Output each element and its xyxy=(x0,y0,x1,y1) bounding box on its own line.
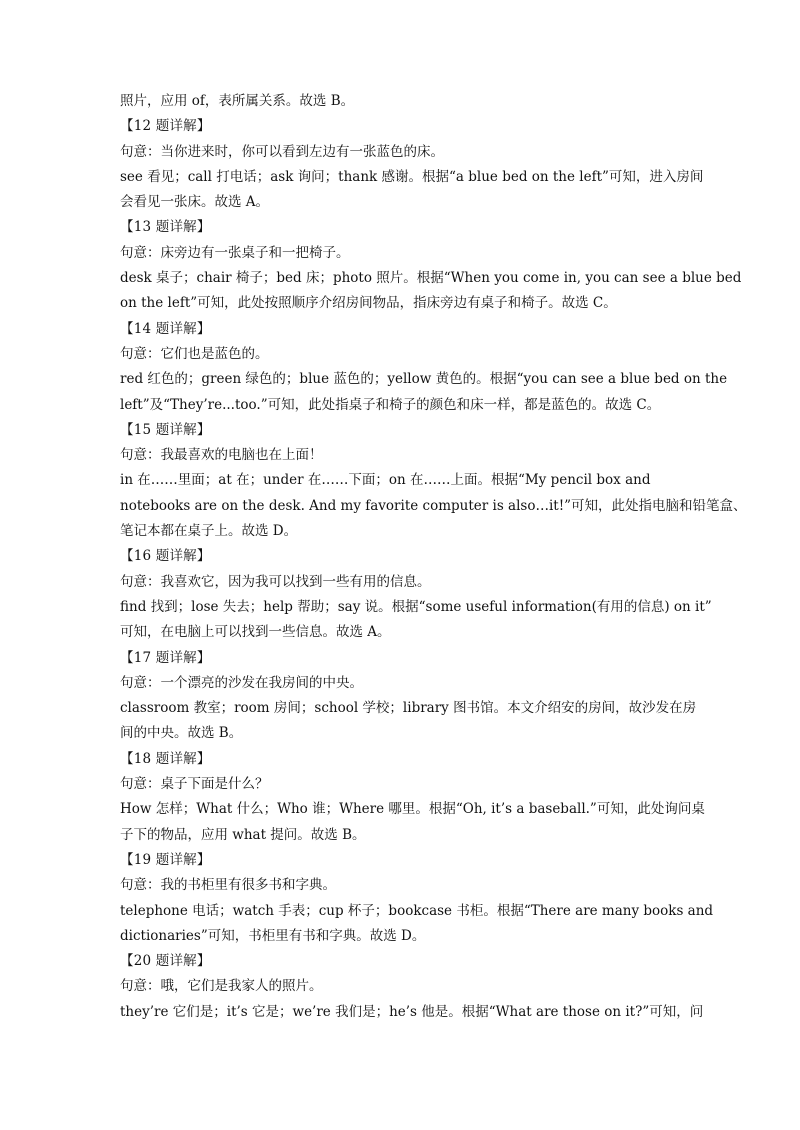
text-line: How 怎样；What 什么；Who 谁；Where 哪里。根据“Oh, it’s a baseball.”可知，此处询问桌 xyxy=(120,801,705,818)
section-heading: 【19 题详解】 xyxy=(120,851,211,868)
text-line: 间的中央。故选 B。 xyxy=(120,725,243,742)
section-heading: 【20 题详解】 xyxy=(120,953,211,970)
text-line: 句意：床旁边有一张桌子和一把椅子。 xyxy=(120,244,350,261)
text-line: 子下的物品，应用 what 提问。故选 B。 xyxy=(120,826,366,843)
text-line: 句意：桌子下面是什么？ xyxy=(120,776,269,793)
text-line: left”及“They’re...too.”可知，此处指桌子和椅子的颜色和床一样，都是蓝色的。故选 C。 xyxy=(120,396,661,413)
section-heading: 【12 题详解】 xyxy=(120,118,211,135)
text-line: 句意：我喜欢它，因为我可以找到一些有用的信息。 xyxy=(120,573,431,590)
text-line: 句意：哦，它们是我家人的照片。 xyxy=(120,978,323,995)
text-line: they’re 它们是；it’s 它是；we’re 我们是；he’s 他是。根据“What are those on it?”可知，问 xyxy=(120,1003,704,1020)
text-line: 笔记本都在桌子上。故选 D。 xyxy=(120,523,298,540)
text-line: classroom 教室；room 房间；school 学校；library 图书馆。本文介绍安的房间，故沙发在房 xyxy=(120,700,697,717)
text-line: 会看见一张床。故选 A。 xyxy=(120,194,270,211)
text-line: see 看见；call 打电话；ask 询问；thank 感谢。根据“a blue bed on the left”可知，进入房间 xyxy=(120,168,704,185)
text-line: 句意：我最喜欢的电脑也在上面！ xyxy=(120,447,323,464)
section-heading: 【17 题详解】 xyxy=(120,649,211,666)
text-line: in 在……里面；at 在；under 在……下面；on 在……上面。根据“My pencil box and xyxy=(120,472,651,489)
text-line: on the left”可知，此处按照顺序介绍房间物品，指床旁边有桌子和椅子。故选 C。 xyxy=(120,295,617,312)
section-heading: 【18 题详解】 xyxy=(120,750,211,767)
section-heading: 【13 题详解】 xyxy=(120,219,211,236)
text-line: notebooks are on the desk. And my favorite computer is also…it!”可知，此处指电脑和铅笔盒、 xyxy=(120,497,747,514)
text-line: dictionaries”可知，书柜里有书和字典。故选 D。 xyxy=(120,927,426,944)
section-heading: 【16 题详解】 xyxy=(120,548,211,565)
text-line: 可知，在电脑上可以找到一些信息。故选 A。 xyxy=(120,624,391,641)
section-heading: 【15 题详解】 xyxy=(120,421,211,438)
text-line: find 找到；lose 失去；help 帮助；say 说。根据“some useful information(有用的信息) on it” xyxy=(120,598,712,615)
text-line: red 红色的；green 绿色的；blue 蓝色的；yellow 黄色的。根据“you can see a blue bed on the xyxy=(120,371,728,388)
text-line: desk 桌子；chair 椅子；bed 床；photo 照片。根据“When you come in, you can see a blue bed xyxy=(120,270,742,287)
section-heading: 【14 题详解】 xyxy=(120,320,211,337)
text-line: telephone 电话；watch 手表；cup 杯子；bookcase 书柜。根据“There are many books and xyxy=(120,902,714,919)
text-line: 句意：我的书柜里有很多书和字典。 xyxy=(120,877,336,894)
text-line: 句意：一个漂亮的沙发在我房间的中央。 xyxy=(120,674,363,691)
document-body xyxy=(120,89,747,1025)
text-line: 句意：它们也是蓝色的。 xyxy=(120,345,269,362)
text-line: 句意：当你进来时，你可以看到左边有一张蓝色的床。 xyxy=(120,143,444,160)
text-line: 照片，应用 of，表所属关系。故选 B。 xyxy=(120,93,355,109)
